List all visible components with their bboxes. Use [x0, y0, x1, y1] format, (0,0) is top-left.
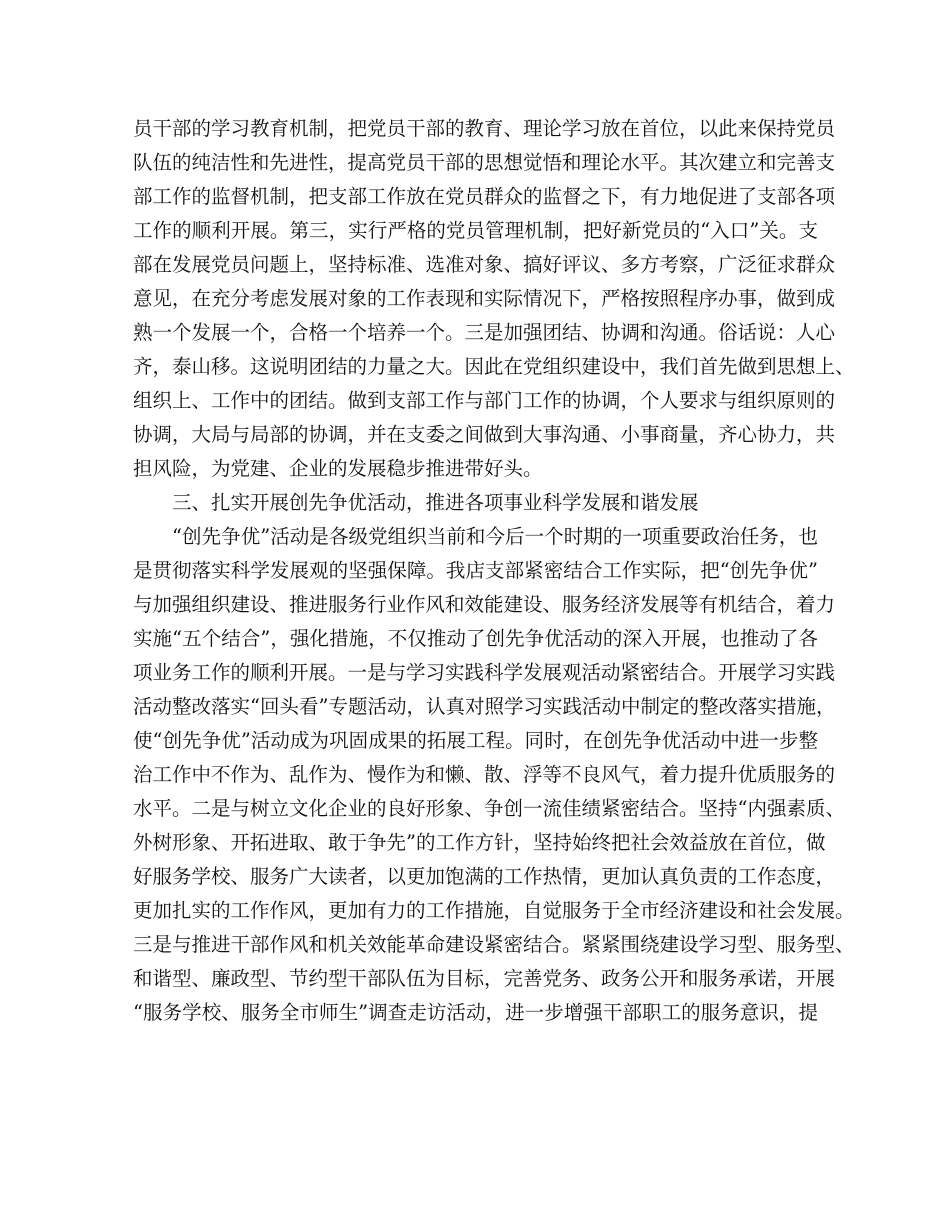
text-line: 实施“五个结合”，强化措施，不仅推动了创先争优活动的深入开展，也推动了各 — [133, 627, 818, 650]
text-line: 外树形象、开拓进取、敢于争先”的工作方针，坚持始终把社会效益放在首位，做 — [133, 831, 826, 854]
text-line: 治工作中不作为、乱作为、慢作为和懒、散、浮等不良风气，着力提升优质服务的 — [133, 763, 836, 786]
text-line: “创先争优”活动是各级党组织当前和今后一个时期的一项重要政治任务，也 — [172, 525, 818, 548]
text-line: 部在发展党员问题上，坚持标准、选准对象、搞好评议、多方考察，广泛征求群众 — [133, 253, 836, 276]
text-line: 组织上、工作中的团结。做到支部工作与部门工作的协调，个人要求与组织原则的 — [133, 389, 836, 412]
text-line: 队伍的纯洁性和先进性，提高党员干部的思想觉悟和理论水平。其次建立和完善支 — [133, 151, 836, 174]
text-line: “服务学校、服务全市师生”调查走访活动，进一步增强干部职工的服务意识，提 — [133, 1001, 818, 1024]
text-line: 担风险，为党建、企业的发展稳步推进带好头。 — [133, 457, 543, 480]
text-line: 协调，大局与局部的协调，并在支委之间做到大事沟通、小事商量，齐心协力，共 — [133, 423, 836, 446]
body-text — [133, 112, 855, 1030]
text-line: 与加强组织建设、推进服务行业作风和效能建设、服务经济发展等有机结合，着力 — [133, 593, 836, 616]
text-line: 好服务学校、服务广大读者，以更加饱满的工作热情，更加认真负责的工作态度， — [133, 865, 836, 888]
text-line: 三、扎实开展创先争优活动，推进各项事业科学发展和谐发展 — [172, 491, 699, 514]
text-line: 是贯彻落实科学发展观的坚强保障。我店支部紧密结合工作实际，把“创先争优” — [133, 559, 818, 582]
text-line: 水平。二是与树立文化企业的良好形象、争创一流佳绩紧密结合。坚持“内强素质、 — [133, 797, 845, 820]
text-line: 使“创先争优”活动成为巩固成果的拓展工程。同时，在创先争优活动中进一步整 — [133, 729, 818, 752]
text-line: 三是与推进干部作风和机关效能革命建设紧密结合。紧紧围绕建设学习型、服务型、 — [133, 933, 855, 956]
text-line: 活动整改落实“回头看”专题活动，认真对照学习实践活动中制定的整改落实措施， — [133, 695, 836, 718]
text-line: 和谐型、廉政型、节约型干部队伍为目标，完善党务、政务公开和服务承诺，开展 — [133, 967, 836, 990]
text-line: 项业务工作的顺利开展。一是与学习实践科学发展观活动紧密结合。开展学习实践 — [133, 661, 836, 684]
text-line: 意见，在充分考虑发展对象的工作表现和实际情况下，严格按照程序办事，做到成 — [133, 287, 836, 310]
text-line: 熟一个发展一个，合格一个培养一个。三是加强团结、协调和沟通。俗话说：人心 — [133, 321, 836, 344]
text-line: 部工作的监督机制，把支部工作放在党员群众的监督之下，有力地促进了支部各项 — [133, 185, 836, 208]
text-line: 更加扎实的工作作风，更加有力的工作措施，自觉服务于全市经济建设和社会发展。 — [133, 899, 855, 922]
text-line: 齐，泰山移。这说明团结的力量之大。因此在党组织建设中，我们首先做到思想上、 — [133, 355, 855, 378]
text-line: 员干部的学习教育机制，把党员干部的教育、理论学习放在首位，以此来保持党员 — [133, 117, 836, 140]
text-line: 工作的顺利开展。第三，实行严格的党员管理机制，把好新党员的“入口”关。支 — [133, 219, 818, 242]
